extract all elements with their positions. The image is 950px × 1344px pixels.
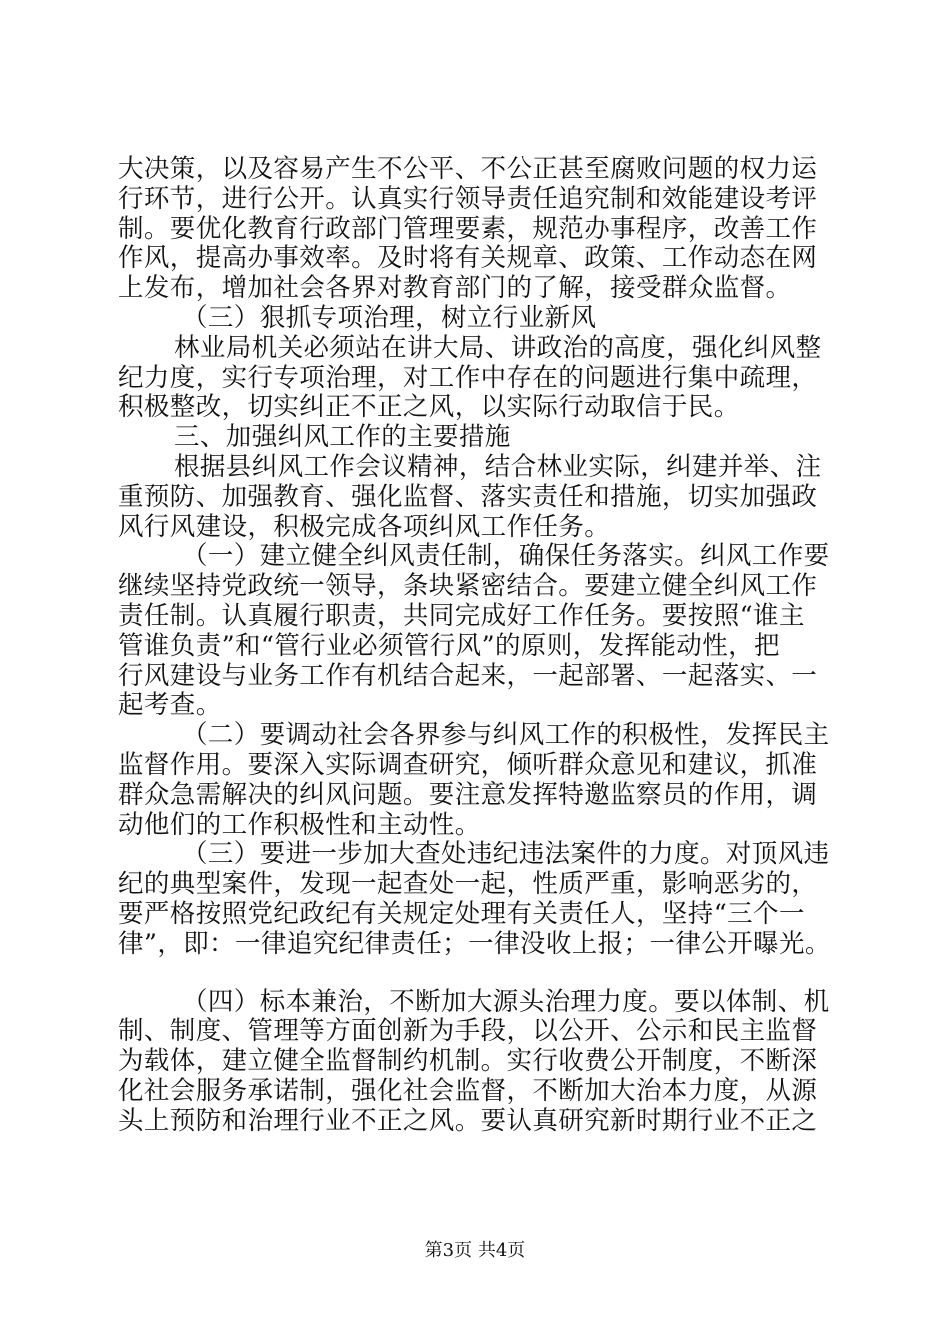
body-text: [118, 155, 838, 1137]
text-line: （四）标本兼治，不断加大源头治理力度。要以体制、机: [182, 986, 830, 1017]
section-heading: （三）狠抓专项治理，树立行业新风: [182, 302, 597, 333]
text-line: （一）建立健全纠风责任制，确保任务落实。纠风工作要: [182, 541, 830, 572]
text-line: 上发布，增加社会各界对教育部门的了解，接受群众监督。: [118, 273, 792, 304]
text-line: 林业局机关必须站在讲大局、讲政治的高度，强化纠风整: [174, 332, 822, 363]
text-line: 积极整改，切实纠正不正之风，以实际行动取信于民。: [118, 392, 740, 423]
section-heading: 三、加强纠风工作的主要措施: [174, 422, 511, 453]
text-line: 大决策，以及容易产生不公平、不公正甚至腐败问题的权力运: [118, 154, 818, 184]
text-line: 起考查。: [118, 690, 222, 721]
text-line: 继续坚持党政统一领导，条块紧密结合。要建立健全纠风工作: [118, 571, 818, 602]
page-number-footer: 第3页 共4页: [424, 1240, 526, 1261]
text-line: 要严格按照党纪政纪有关规定处理有关责任人，坚持“三个一: [118, 898, 805, 929]
text-line: 制。要优化教育行政部门管理要素，规范办事程序，改善工作: [118, 213, 818, 244]
paragraph-gap: [118, 960, 838, 988]
text-line: 为载体，建立健全监督制约机制。实行收费公开制度，不断深: [118, 1046, 818, 1077]
text-line: 作风，提高办事效率。及时将有关规章、政策、工作动态在网: [118, 243, 818, 274]
text-line: 管谁负责”和“管行业必须管行风”的原则，发挥能动性，把: [118, 630, 780, 661]
text-line: 纪力度，实行专项治理，对工作中存在的问题进行集中疏理，: [118, 362, 818, 393]
text-line: 动他们的工作积极性和主动性。: [118, 809, 481, 840]
text-line: 制、制度、管理等方面创新为手段，以公开、公示和民主监督: [118, 1016, 818, 1047]
text-line: 头上预防和治理行业不正之风。要认真研究新时期行业不正之: [118, 1105, 818, 1136]
text-line: （二）要调动社会各界参与纠风工作的积极性，发挥民主: [182, 720, 830, 751]
text-line: 重预防、加强教育、强化监督、落实责任和措施，切实加强政: [118, 481, 818, 512]
text-line: 行风建设与业务工作有机结合起来，一起部署、一起落实、一: [118, 660, 818, 691]
text-line: 群众急需解决的纠风问题。要注意发挥特邀监察员的作用，调: [118, 779, 818, 810]
text-line: 化社会服务承诺制，强化社会监督，不断加大治本力度，从源: [118, 1075, 818, 1106]
text-line: 律”，即：一律追究纪律责任；一律没收上报；一律公开曝光。: [118, 928, 831, 959]
text-line: 风行风建设，积极完成各项纠风工作任务。: [118, 511, 611, 542]
text-line: 根据县纠风工作会议精神，结合林业实际，纠建并举、注: [174, 451, 822, 482]
text-line: 行环节，进行公开。认真实行领导责任追究制和效能建设考评: [118, 183, 818, 214]
text-line: 监督作用。要深入实际调查研究，倾听群众意见和建议，抓准: [118, 749, 818, 780]
text-line: （三）要进一步加大查处违纪违法案件的力度。对顶风违: [182, 839, 830, 870]
text-line: 纪的典型案件，发现一起查处一起，性质严重，影响恶劣的，: [118, 869, 818, 900]
text-line: 责任制。认真履行职责，共同完成好工作任务。要按照“谁主: [118, 600, 805, 631]
